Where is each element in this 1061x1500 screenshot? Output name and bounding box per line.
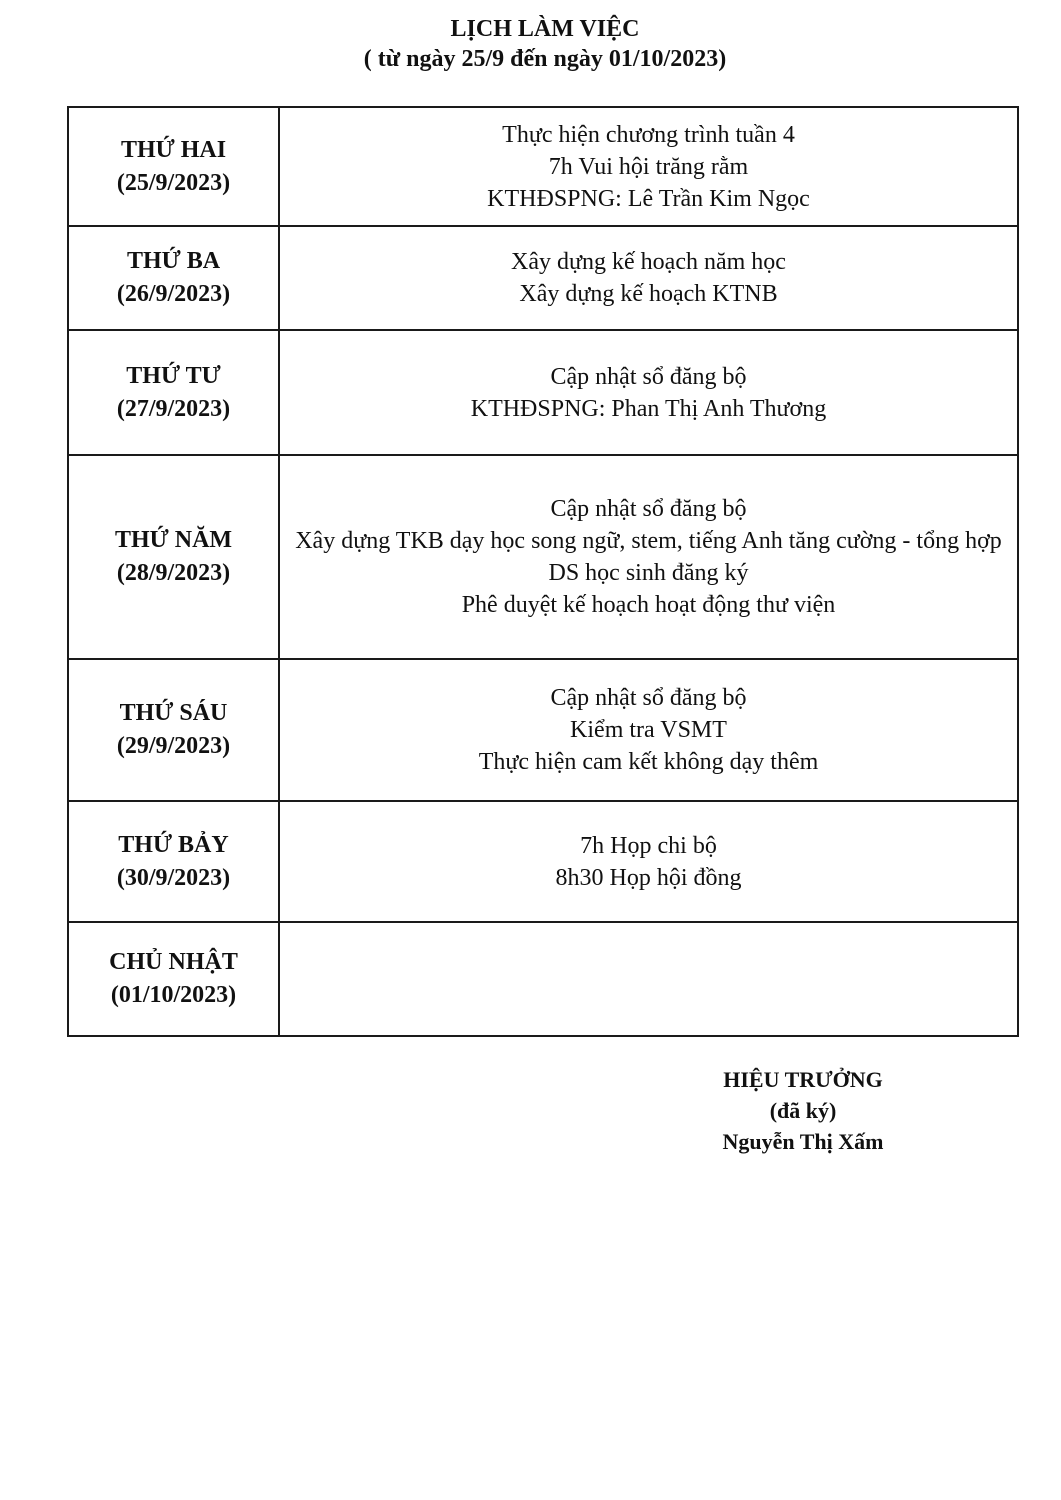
tasks-cell	[279, 455, 1018, 659]
day-date: (29/9/2023)	[116, 733, 231, 759]
task-item: Cập nhật sổ đăng bộ	[550, 496, 747, 522]
day-name: THỨ SÁU	[119, 700, 228, 726]
day-cell	[68, 226, 279, 330]
day-name: CHỦ NHẬT	[109, 949, 238, 975]
day-cell	[68, 922, 279, 1036]
task-item: KTHĐSPNG: Phan Thị Anh Thương	[470, 395, 827, 422]
task-item: Xây dựng kế hoạch KTNB	[519, 281, 778, 307]
task-item: Xây dựng TKB dạy học song ngữ, stem, tiếng Anh tăng cường - tổng hợp DS học sinh đăng ký	[295, 528, 1002, 586]
day-name: THỨ BẢY	[118, 831, 229, 858]
day-date: (27/9/2023)	[116, 395, 231, 422]
task-item: KTHĐSPNG: Lê Trần Kim Ngọc	[487, 185, 810, 212]
tasks-cell	[279, 107, 1018, 226]
tasks-cell	[279, 330, 1018, 455]
task-item: Phê duyệt kế hoạch hoạt động thư viện	[461, 592, 836, 618]
day-date: (25/9/2023)	[116, 169, 231, 196]
task-item: 8h30 Họp hội đồng	[555, 864, 742, 891]
task-item: Kiểm tra VSMT	[570, 717, 727, 743]
table-row	[68, 107, 1018, 226]
day-cell	[68, 455, 279, 659]
day-cell	[68, 330, 279, 455]
document-title: LỊCH LÀM VIỆC	[450, 16, 640, 42]
table-row	[68, 922, 1018, 1036]
task-item: Thực hiện cam kết không dạy thêm	[478, 749, 819, 775]
tasks-cell	[279, 801, 1018, 922]
task-item: Cập nhật sổ đăng bộ	[550, 685, 747, 711]
document-title-block	[0, 14, 1061, 74]
day-cell	[68, 801, 279, 922]
table-row	[68, 801, 1018, 922]
table-row	[68, 226, 1018, 330]
day-name: THỨ TƯ	[126, 362, 221, 389]
weekly-schedule-table	[67, 106, 1019, 1037]
day-date: (28/9/2023)	[116, 560, 231, 586]
tasks-cell	[279, 226, 1018, 330]
table-row	[68, 659, 1018, 801]
day-date: (01/10/2023)	[110, 982, 237, 1008]
day-date: (30/9/2023)	[116, 864, 231, 891]
day-name: THỨ NĂM	[114, 527, 233, 553]
document-date-range: ( từ ngày 25/9 đến ngày 01/10/2023)	[363, 46, 727, 72]
task-item: 7h Họp chi bộ	[580, 832, 717, 859]
day-cell	[68, 107, 279, 226]
signer-name: Nguyễn Thị Xấm	[722, 1129, 884, 1154]
day-name: THỨ BA	[126, 248, 221, 274]
table-row	[68, 455, 1018, 659]
table-row	[68, 330, 1018, 455]
task-item: Thực hiện chương trình tuần 4	[502, 121, 795, 148]
day-cell	[68, 659, 279, 801]
task-item: 7h Vui hội trăng rằm	[548, 153, 749, 180]
tasks-cell	[279, 922, 1018, 1036]
task-item: Xây dựng kế hoạch năm học	[511, 249, 786, 275]
day-name: THỨ HAI	[120, 136, 227, 163]
signer-role: HIỆU TRƯỞNG	[723, 1067, 883, 1092]
task-item: Cập nhật sổ đăng bộ	[550, 363, 747, 390]
signature-status: (đã ký)	[769, 1098, 837, 1123]
day-date: (26/9/2023)	[116, 281, 231, 307]
signature-block	[688, 1064, 918, 1157]
tasks-cell	[279, 659, 1018, 801]
